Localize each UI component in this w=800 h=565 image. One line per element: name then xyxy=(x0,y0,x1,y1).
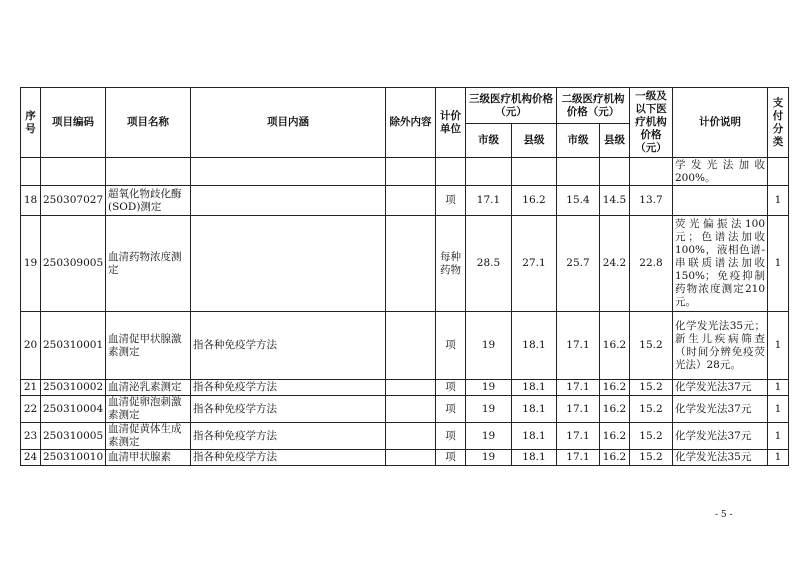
price-table xyxy=(20,87,789,466)
header-note: 计价说明 xyxy=(673,88,768,158)
row-unit: 项 xyxy=(436,450,466,466)
row-pay: 1 xyxy=(768,396,789,423)
row-seq: 19 xyxy=(21,216,41,312)
row-t2-county: 16.2 xyxy=(600,396,630,423)
row-t1: 15.2 xyxy=(630,450,673,466)
row-t2-city: 17.1 xyxy=(557,380,600,396)
row-t2-county: 16.2 xyxy=(600,312,630,380)
row-pay: 1 xyxy=(768,423,789,450)
row-t3-city: 17.1 xyxy=(466,186,512,216)
row-name: 血清泌乳素测定 xyxy=(106,380,191,396)
row-t3-city: 19 xyxy=(466,380,512,396)
row-t2-city: 17.1 xyxy=(557,450,600,466)
row-unit: 项 xyxy=(436,380,466,396)
row-content xyxy=(191,216,386,312)
row-unit: 每种药物 xyxy=(436,216,466,312)
row-t2-county: 16.2 xyxy=(600,423,630,450)
row-t3-county: 18.1 xyxy=(512,450,557,466)
table-row xyxy=(21,423,789,450)
row-t3-county: 18.1 xyxy=(512,423,557,450)
row-content: 指各种免疫学方法 xyxy=(191,312,386,380)
row-name: 血清促黄体生成素测定 xyxy=(106,423,191,450)
row-content: 指各种免疫学方法 xyxy=(191,423,386,450)
table-row xyxy=(21,186,789,216)
header-tier3: 三级医疗机构价格（元） xyxy=(466,88,557,124)
row-t3-county: 18.1 xyxy=(512,312,557,380)
row-seq: 22 xyxy=(21,396,41,423)
header-content: 项目内涵 xyxy=(191,88,386,158)
row-code: 250310002 xyxy=(41,380,106,396)
page-number: - 5 - xyxy=(715,510,733,520)
row-exclusion xyxy=(386,396,436,423)
row-exclusion xyxy=(386,423,436,450)
row-t1: 13.7 xyxy=(630,186,673,216)
row-t3-county: 27.1 xyxy=(512,216,557,312)
row-note: 化学发光法37元 xyxy=(673,423,768,450)
row-content: 指各种免疫学方法 xyxy=(191,450,386,466)
row-code: 250310010 xyxy=(41,450,106,466)
table-row xyxy=(21,450,789,466)
continuation-note: 学发光法加收200%。 xyxy=(673,158,768,186)
row-t2-city: 17.1 xyxy=(557,423,600,450)
row-content: 指各种免疫学方法 xyxy=(191,396,386,423)
row-t3-county: 18.1 xyxy=(512,396,557,423)
row-content xyxy=(191,186,386,216)
header-tier3-city: 市级 xyxy=(466,124,512,158)
row-seq: 20 xyxy=(21,312,41,380)
header-exclusion: 除外内容 xyxy=(386,88,436,158)
header-tier3-county: 县级 xyxy=(512,124,557,158)
row-exclusion xyxy=(386,380,436,396)
row-t3-city: 19 xyxy=(466,312,512,380)
row-note: 化学发光法37元 xyxy=(673,396,768,423)
row-name: 血清促甲状腺激素测定 xyxy=(106,312,191,380)
row-t2-county: 16.2 xyxy=(600,380,630,396)
row-pay: 1 xyxy=(768,450,789,466)
table-row xyxy=(21,396,789,423)
row-t3-city: 19 xyxy=(466,450,512,466)
header-name: 项目名称 xyxy=(106,88,191,158)
row-note: 化学发光法35元 xyxy=(673,450,768,466)
row-t1: 15.2 xyxy=(630,380,673,396)
row-pay: 1 xyxy=(768,186,789,216)
row-unit: 项 xyxy=(436,186,466,216)
row-seq: 21 xyxy=(21,380,41,396)
row-unit: 项 xyxy=(436,423,466,450)
row-exclusion xyxy=(386,312,436,380)
row-note: 荧光偏振法100元；色谱法加收100%，液相色谱-串联质谱法加收150%；免疫抑制药物浓度测定210元。 xyxy=(673,216,768,312)
row-t2-county: 24.2 xyxy=(600,216,630,312)
row-t2-city: 17.1 xyxy=(557,312,600,380)
row-t2-city: 15.4 xyxy=(557,186,600,216)
row-unit: 项 xyxy=(436,396,466,423)
header-unit: 计价单位 xyxy=(436,88,466,158)
row-content: 指各种免疫学方法 xyxy=(191,380,386,396)
row-t1: 15.2 xyxy=(630,396,673,423)
row-t2-city: 25.7 xyxy=(557,216,600,312)
row-seq: 23 xyxy=(21,423,41,450)
row-t2-county: 14.5 xyxy=(600,186,630,216)
row-t3-county: 16.2 xyxy=(512,186,557,216)
row-name: 血清药物浓度测定 xyxy=(106,216,191,312)
row-code: 250310005 xyxy=(41,423,106,450)
header-tier2: 二级医疗机构价格（元） xyxy=(557,88,630,124)
header-seq: 序号 xyxy=(21,88,41,158)
row-name: 超氧化物歧化酶(SOD)测定 xyxy=(106,186,191,216)
row-t3-city: 28.5 xyxy=(466,216,512,312)
row-exclusion xyxy=(386,450,436,466)
row-name: 血清甲状腺素 xyxy=(106,450,191,466)
row-t3-city: 19 xyxy=(466,396,512,423)
continuation-row xyxy=(21,158,789,186)
row-t2-city: 17.1 xyxy=(557,396,600,423)
row-note xyxy=(673,186,768,216)
row-code: 250310001 xyxy=(41,312,106,380)
row-t1: 15.2 xyxy=(630,312,673,380)
row-t3-county: 18.1 xyxy=(512,380,557,396)
table-row xyxy=(21,216,789,312)
row-note: 化学发光法37元 xyxy=(673,380,768,396)
row-pay: 1 xyxy=(768,216,789,312)
header-code: 项目编码 xyxy=(41,88,106,158)
row-pay: 1 xyxy=(768,380,789,396)
row-code: 250307027 xyxy=(41,186,106,216)
table-row xyxy=(21,380,789,396)
row-exclusion xyxy=(386,216,436,312)
row-seq: 18 xyxy=(21,186,41,216)
row-note: 化学发光法35元；新生儿疾病筛查（时间分辨免疫荧光法）28元。 xyxy=(673,312,768,380)
header-pay: 支付分类 xyxy=(768,88,789,158)
row-seq: 24 xyxy=(21,450,41,466)
table-row xyxy=(21,312,789,380)
row-t3-city: 19 xyxy=(466,423,512,450)
row-name: 血清促卵泡刺激素测定 xyxy=(106,396,191,423)
row-t2-county: 16.2 xyxy=(600,450,630,466)
row-code: 250310004 xyxy=(41,396,106,423)
row-exclusion xyxy=(386,186,436,216)
row-t1: 15.2 xyxy=(630,423,673,450)
row-unit: 项 xyxy=(436,312,466,380)
header-tier2-city: 市级 xyxy=(557,124,600,158)
row-code: 250309005 xyxy=(41,216,106,312)
header-tier2-county: 县级 xyxy=(600,124,630,158)
header-tier1: 一级及以下医疗机构价格（元） xyxy=(630,88,673,158)
row-pay: 1 xyxy=(768,312,789,380)
row-t1: 22.8 xyxy=(630,216,673,312)
